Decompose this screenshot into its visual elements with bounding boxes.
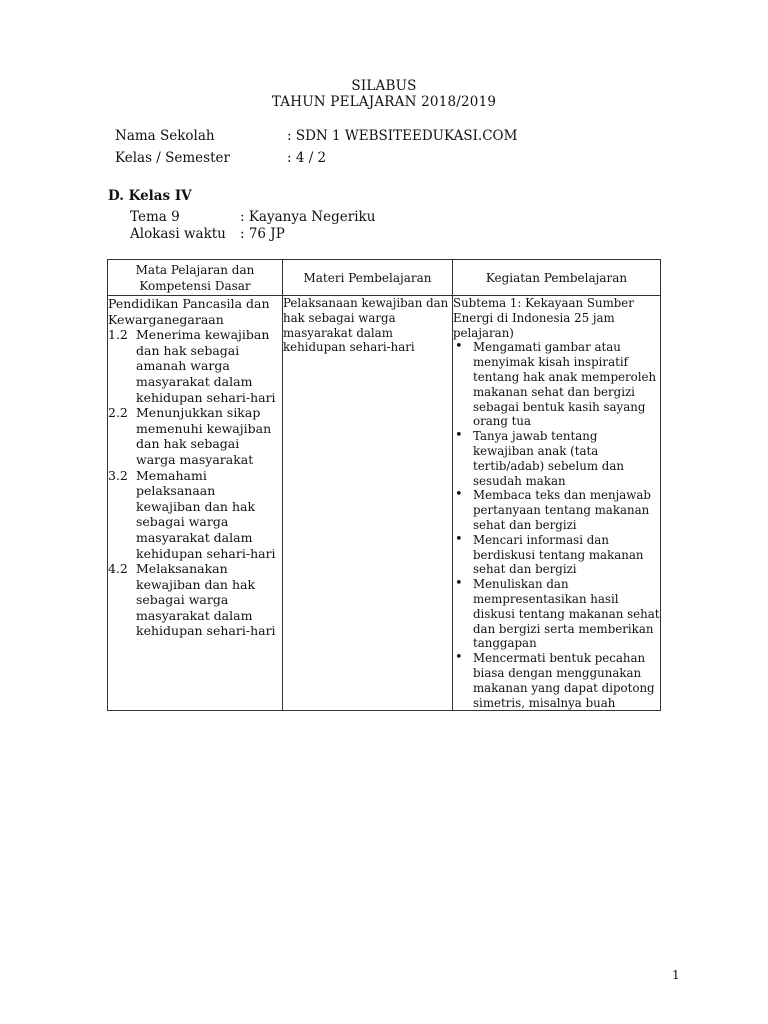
competency-item [108,327,282,405]
competency-item [108,561,282,639]
doc-title: SILABUS [351,78,417,94]
class-label: Kelas / Semester [115,150,230,166]
competency-item [108,405,282,467]
list-item: • Membaca teks dan menjawab pertanyaan tentang makanan sehat dan bergizi [453,488,660,532]
table-header-row [108,260,661,296]
material-cell [283,296,453,711]
table-row [108,296,661,711]
tema-label: Tema 9 [130,209,180,225]
competency-text: Memahami pelaksanaan kewajiban dan hak sebagai warga masyarakat dalam kehidupan sehari-hari [136,467,276,561]
subtheme-text: Subtema 1: Kekayaan Sumber Energi di Indonesia 25 jam pelajaran) [453,296,634,340]
competency-number: 3.2 [108,467,128,483]
subject-name: Pendidikan Pancasila dan Kewarganegaraan [108,296,270,327]
competency-text: Menunjukkan sikap memenuhi kewajiban dan hak sebagai warga masyarakat [136,405,272,467]
competency-number: 1.2 [108,327,128,343]
doc-subtitle: TAHUN PELAJARAN 2018/2019 [271,94,497,110]
competency-number: 4.2 [108,561,128,577]
competency-text: Menerima kewajiban dan hak sebagai amanah warga masyarakat dalam kehidupan sehari-hari [136,327,276,405]
competency-number: 2.2 [108,405,128,421]
header-material: Materi Pembelajaran [283,260,453,296]
competency-cell [108,296,283,711]
syllabus-table [107,259,661,711]
competency-item [108,468,282,562]
school-label: Nama Sekolah [115,128,215,144]
section-title: D. Kelas IV [108,188,192,204]
competency-text: Melaksanakan kewajiban dan hak sebagai warga masyarakat dalam kehidupan sehari-hari [136,561,276,639]
list-item: • Menuliskan dan mempresentasikan hasil diskusi tentang makanan sehat dan bergizi serta memberikan tanggapan [453,577,660,651]
header-competency: Mata Pelajaran dan Kompetensi Dasar [108,260,283,296]
material-text: Pelaksanaan kewajiban dan hak sebagai warga masyarakat dalam kehidupan sehari-hari [283,296,449,355]
page-number: 1 [672,968,680,982]
activities-cell [453,296,661,711]
alokasi-label: Alokasi waktu [130,226,226,242]
alokasi-value: : 76 JP [240,226,285,242]
class-value: : 4 / 2 [287,150,327,166]
list-item: • Mencari informasi dan berdiskusi tentang makanan sehat dan bergizi [453,533,660,577]
activities-list [453,340,660,710]
list-item: • Tanya jawab tentang kewajiban anak (tata tertib/adab) sebelum dan sesudah makan [453,429,660,488]
tema-value: : Kayanya Negeriku [240,209,376,225]
list-item: • Mencermati bentuk pecahan biasa dengan menggunakan makanan yang dapat dipotong simetris, misalnya buah [453,651,660,710]
school-value: : SDN 1 WEBSITEEDUKASI.COM [287,128,518,144]
list-item: • Mengamati gambar atau menyimak kisah inspiratif tentang hak anak memperoleh makanan sehat dan bergizi sebagai bentuk kasih sayang orang tua [453,340,660,429]
header-activities: Kegiatan Pembelajaran [453,260,661,296]
